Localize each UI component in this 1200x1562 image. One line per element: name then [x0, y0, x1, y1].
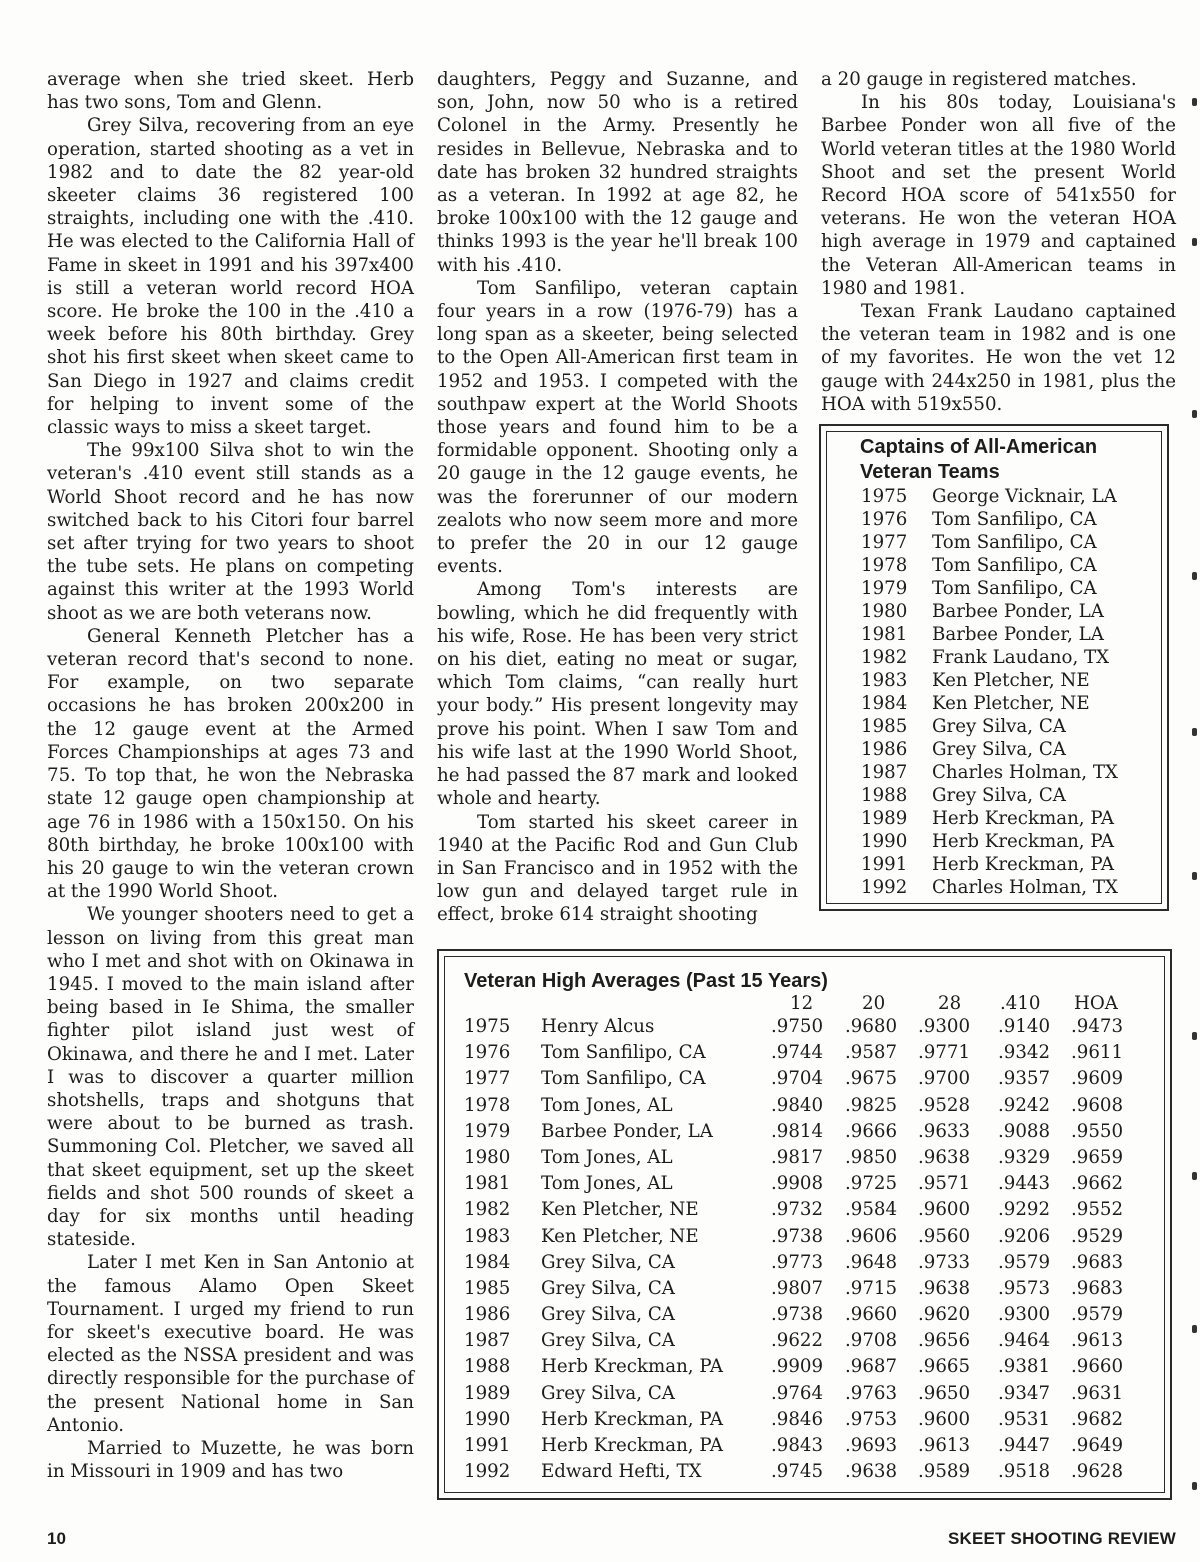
paragraph: We younger shooters need to get a lesson on living from this great man who I met and shot with on Okinawa in 1945. I moved to the main island after being based in Ie Shima, the smaller fighter pilot island just west of Okinawa, and there he and I met. Later I was to discover a quarter million shotshells, traps and shotguns that were about to be burned as trash. Summoning Col. Pletcher, we saved all that skeet equipment, set up the skeet fields and shot 500 rounds of skeet a day for six months until heading stateside.: [47, 904, 414, 1251]
name-cell: Grey Silva, CA: [541, 1330, 675, 1352]
avg-28-cell: .9620: [918, 1304, 971, 1326]
captain-year: 1977: [861, 532, 908, 553]
table-row: [464, 1093, 1164, 1119]
avg-28-cell: .9656: [918, 1330, 971, 1352]
avg-hoa-cell: .9662: [1071, 1173, 1124, 1195]
captain-year: 1984: [861, 693, 908, 714]
header-20-gauge: 20: [862, 993, 886, 1014]
scan-mark: [1192, 1325, 1197, 1333]
captain-name: Grey Silva, CA: [932, 716, 1066, 737]
avg-20-cell: .9763: [845, 1382, 898, 1404]
avg-410-cell: .9329: [998, 1146, 1051, 1168]
captain-name: Charles Holman, TX: [932, 877, 1118, 898]
name-cell: Tom Jones, AL: [541, 1146, 673, 1168]
name-cell: Edward Hefti, TX: [541, 1461, 702, 1483]
avg-hoa-cell: .9552: [1071, 1199, 1124, 1221]
avg-410-cell: .9518: [998, 1461, 1051, 1483]
avg-12-cell: .9814: [771, 1120, 824, 1142]
captain-year: 1989: [861, 808, 908, 829]
article-column-3: [821, 68, 1176, 416]
captain-name: Tom Sanfilipo, CA: [932, 578, 1097, 599]
table-row: [464, 1224, 1164, 1250]
avg-20-cell: .9606: [845, 1225, 898, 1247]
avg-410-cell: .9088: [998, 1120, 1051, 1142]
table-row: [464, 1328, 1164, 1354]
avg-410-cell: .9206: [998, 1225, 1051, 1247]
avg-28-cell: .9665: [918, 1356, 971, 1378]
avg-20-cell: .9825: [845, 1094, 898, 1116]
name-cell: Herb Kreckman, PA: [541, 1408, 724, 1430]
captain-name: Charles Holman, TX: [932, 762, 1118, 783]
avg-28-cell: .9589: [918, 1461, 971, 1483]
captain-year: 1992: [861, 877, 908, 898]
table-row: [464, 1276, 1164, 1302]
name-cell: Henry Alcus: [541, 1016, 655, 1037]
name-cell: Herb Kreckman, PA: [541, 1356, 724, 1378]
paragraph: Tom started his skeet career in 1940 at the Pacific Rod and Gun Club in San Francisco and in 1952 with the low gun and delayed target rule in effect, broke 614 straight shooting: [437, 811, 798, 926]
article-column-1: [47, 68, 414, 1483]
table-row: [464, 1145, 1164, 1171]
name-cell: Ken Pletcher, NE: [541, 1225, 699, 1247]
table-row: [464, 1171, 1164, 1197]
captains-list: [861, 485, 1161, 899]
table-row: [464, 1381, 1164, 1407]
captain-year: 1985: [861, 716, 908, 737]
avg-12-cell: .9764: [771, 1382, 824, 1404]
table-row: [464, 1119, 1164, 1145]
avg-hoa-cell: .9579: [1071, 1304, 1124, 1326]
captain-name: Ken Pletcher, NE: [932, 670, 1090, 691]
avg-hoa-cell: .9473: [1071, 1016, 1124, 1037]
avg-hoa-cell: .9649: [1071, 1435, 1124, 1456]
table-row: [464, 1250, 1164, 1276]
avg-hoa-cell: .9631: [1071, 1382, 1124, 1404]
avg-12-cell: .9732: [771, 1199, 824, 1221]
captain-row: [861, 738, 1161, 761]
avg-28-cell: .9700: [918, 1068, 971, 1090]
page-number: 10: [47, 1529, 66, 1548]
magazine-name: SKEET SHOOTING REVIEW: [947, 1529, 1176, 1548]
captain-row: [861, 807, 1161, 830]
scan-mark: [1192, 1172, 1197, 1180]
captain-name: Grey Silva, CA: [932, 785, 1066, 806]
avg-410-cell: .9357: [998, 1068, 1051, 1090]
paragraph: Grey Silva, recovering from an eye operation, started shooting as a vet in 1982 and to date the 82 year-old skeeter claims 36 registered 100 straights, including one with the .410. He was elected to the California Hall of Fame in skeet in 1991 and his 397x400 is still a veteran world record HOA score. He broke the 100 in the .410 a week before his 80th birthday. Grey shot his first skeet when skeet came to San Diego in 1927 and claims credit for helping to invent some of the classic ways to miss a skeet target.: [47, 115, 414, 439]
captain-row: [861, 646, 1161, 669]
year-cell: 1979: [464, 1120, 511, 1142]
avg-20-cell: .9648: [845, 1251, 898, 1273]
avg-410-cell: .9347: [998, 1382, 1051, 1404]
table-row: [464, 1433, 1164, 1459]
avg-410-cell: .9242: [998, 1094, 1051, 1116]
scan-mark: [1192, 410, 1197, 418]
avg-28-cell: .9560: [918, 1225, 971, 1247]
avg-12-cell: .9745: [771, 1461, 824, 1483]
name-cell: Grey Silva, CA: [541, 1251, 675, 1273]
captain-year: 1981: [861, 624, 908, 645]
avg-20-cell: .9687: [845, 1356, 898, 1378]
name-cell: Barbee Ponder, LA: [541, 1120, 713, 1142]
avg-hoa-cell: .9611: [1071, 1042, 1124, 1064]
table-row: [464, 1459, 1164, 1485]
averages-title: Veteran High Averages (Past 15 Years): [464, 970, 828, 992]
captain-name: Grey Silva, CA: [932, 739, 1066, 760]
avg-20-cell: .9660: [845, 1304, 898, 1326]
captain-row: [861, 623, 1161, 646]
table-row: [464, 1354, 1164, 1380]
year-cell: 1980: [464, 1146, 511, 1168]
avg-hoa-cell: .9628: [1071, 1461, 1124, 1483]
avg-20-cell: .9584: [845, 1199, 898, 1221]
avg-28-cell: .9300: [918, 1016, 971, 1037]
avg-20-cell: .9715: [845, 1277, 898, 1299]
captain-row: [861, 554, 1161, 577]
table-header-row: [464, 992, 1164, 1014]
captain-row: [861, 531, 1161, 554]
year-cell: 1982: [464, 1199, 511, 1221]
avg-410-cell: .9531: [998, 1408, 1051, 1430]
table-row: [464, 1040, 1164, 1066]
avg-28-cell: .9528: [918, 1094, 971, 1116]
paragraph: Texan Frank Laudano captained the veteran team in 1982 and is one of my favorites. He won the vet 12 gauge with 244x250 in 1981, plus the HOA with 519x550.: [821, 301, 1176, 415]
avg-12-cell: .9738: [771, 1225, 824, 1247]
captain-row: [861, 830, 1161, 853]
captain-year: 1978: [861, 555, 908, 576]
captain-name: Barbee Ponder, LA: [932, 624, 1104, 645]
year-cell: 1984: [464, 1251, 511, 1273]
name-cell: Tom Jones, AL: [541, 1173, 673, 1195]
paragraph: Among Tom's interests are bowling, which he did frequently with his wife, Rose. He has been very strict on his diet, eating no meat or sugar, which Tom claims, “can really hurt your body.” His present longevity may prove his point. When I saw Tom and his wife last at the 1990 World Shoot, he had passed the 87 mark and looked whole and hearty.: [437, 579, 798, 810]
avg-12-cell: .9622: [771, 1330, 824, 1352]
scan-mark: [1192, 238, 1197, 246]
captain-row: [861, 508, 1161, 531]
avg-20-cell: .9753: [845, 1408, 898, 1430]
scan-mark: [1192, 572, 1197, 580]
table-row: [464, 1066, 1164, 1092]
avg-12-cell: .9817: [771, 1146, 824, 1168]
averages-table-box: [437, 949, 1172, 1500]
captain-name: Ken Pletcher, NE: [932, 693, 1090, 714]
avg-12-cell: .9744: [771, 1042, 824, 1064]
captains-sidebar-box: [819, 424, 1169, 911]
avg-hoa-cell: .9660: [1071, 1356, 1124, 1378]
avg-hoa-cell: .9608: [1071, 1094, 1124, 1116]
avg-28-cell: .9600: [918, 1199, 971, 1221]
avg-20-cell: .9666: [845, 1120, 898, 1142]
captain-row: [861, 577, 1161, 600]
year-cell: 1986: [464, 1304, 511, 1326]
captain-name: Herb Kreckman, PA: [932, 854, 1115, 875]
year-cell: 1990: [464, 1408, 511, 1430]
header-410-gauge: .410: [1000, 993, 1041, 1014]
scan-mark: [1192, 1032, 1197, 1040]
year-cell: 1992: [464, 1461, 511, 1483]
table-row: [464, 1302, 1164, 1328]
avg-12-cell: .9908: [771, 1173, 824, 1195]
name-cell: Herb Kreckman, PA: [541, 1435, 724, 1456]
avg-12-cell: .9773: [771, 1251, 824, 1273]
scan-mark: [1192, 872, 1197, 880]
captain-name: Barbee Ponder, LA: [932, 601, 1104, 622]
avg-28-cell: .9638: [918, 1277, 971, 1299]
captain-year: 1980: [861, 601, 908, 622]
name-cell: Tom Jones, AL: [541, 1094, 673, 1116]
avg-12-cell: .9750: [771, 1016, 824, 1037]
avg-28-cell: .9633: [918, 1120, 971, 1142]
header-hoa: HOA: [1074, 993, 1118, 1014]
avg-20-cell: .9587: [845, 1042, 898, 1064]
year-cell: 1975: [464, 1016, 511, 1037]
captain-name: Frank Laudano, TX: [932, 647, 1110, 668]
avg-20-cell: .9680: [845, 1016, 898, 1037]
avg-410-cell: .9140: [998, 1016, 1051, 1037]
name-cell: Ken Pletcher, NE: [541, 1199, 699, 1221]
avg-hoa-cell: .9609: [1071, 1068, 1124, 1090]
captain-name: Tom Sanfilipo, CA: [932, 509, 1097, 530]
paragraph: daughters, Peggy and Suzanne, and son, John, now 50 who is a retired Colonel in the Army. Presently he resides in Bellevue, Nebraska and to date has broken 32 hundred straights as a veteran. In 1992 at age 82, he broke 100x100 with the 12 gauge and thinks 1993 is the year he'll break 100 with his .410.: [437, 69, 798, 276]
header-12-gauge: 12: [790, 993, 814, 1014]
avg-hoa-cell: .9683: [1071, 1277, 1124, 1299]
captain-name: Herb Kreckman, PA: [932, 808, 1115, 829]
averages-table: [464, 992, 1164, 1485]
captain-year: 1979: [861, 578, 908, 599]
avg-410-cell: .9300: [998, 1304, 1051, 1326]
avg-28-cell: .9613: [918, 1435, 971, 1456]
table-row: [464, 1197, 1164, 1223]
avg-28-cell: .9650: [918, 1382, 971, 1404]
scan-mark: [1192, 1482, 1197, 1490]
captain-name: George Vicknair, LA: [932, 486, 1117, 507]
avg-hoa-cell: .9550: [1071, 1120, 1124, 1142]
avg-410-cell: .9579: [998, 1251, 1051, 1273]
captain-year: 1991: [861, 854, 908, 875]
captain-row: [861, 669, 1161, 692]
captain-year: 1988: [861, 785, 908, 806]
paragraph: Later I met Ken in San Antonio at the famous Alamo Open Skeet Tournament. I urged my friend to run for skeet's executive board. He was elected as the NSSA president and was directly responsible for the purchase of the present National home in San Antonio.: [47, 1252, 414, 1436]
captain-year: 1975: [861, 486, 908, 507]
year-cell: 1981: [464, 1173, 511, 1195]
avg-20-cell: .9708: [845, 1330, 898, 1352]
captain-row: [861, 692, 1161, 715]
header-28-gauge: 28: [938, 993, 962, 1014]
avg-28-cell: .9600: [918, 1408, 971, 1430]
year-cell: 1978: [464, 1094, 511, 1116]
avg-410-cell: .9464: [998, 1330, 1051, 1352]
captain-year: 1990: [861, 831, 908, 852]
year-cell: 1983: [464, 1225, 511, 1247]
avg-20-cell: .9675: [845, 1068, 898, 1090]
name-cell: Tom Sanfilipo, CA: [541, 1068, 706, 1090]
avg-hoa-cell: .9683: [1071, 1251, 1124, 1273]
captain-row: [861, 600, 1161, 623]
captain-year: 1986: [861, 739, 908, 760]
name-cell: Grey Silva, CA: [541, 1304, 675, 1326]
avg-410-cell: .9292: [998, 1199, 1051, 1221]
avg-12-cell: .9807: [771, 1277, 824, 1299]
year-cell: 1976: [464, 1042, 511, 1064]
year-cell: 1988: [464, 1356, 511, 1378]
name-cell: Tom Sanfilipo, CA: [541, 1042, 706, 1064]
captain-year: 1976: [861, 509, 908, 530]
avg-410-cell: .9381: [998, 1356, 1051, 1378]
avg-20-cell: .9850: [845, 1146, 898, 1168]
avg-12-cell: .9738: [771, 1304, 824, 1326]
year-cell: 1985: [464, 1277, 511, 1299]
avg-410-cell: .9443: [998, 1173, 1051, 1195]
captain-year: 1987: [861, 762, 908, 783]
captain-name: Tom Sanfilipo, CA: [932, 532, 1097, 553]
avg-28-cell: .9638: [918, 1146, 971, 1168]
avg-410-cell: .9447: [998, 1435, 1051, 1456]
avg-410-cell: .9573: [998, 1277, 1051, 1299]
captain-row: [861, 485, 1161, 508]
avg-hoa-cell: .9659: [1071, 1146, 1124, 1168]
table-body: [464, 1014, 1164, 1485]
year-cell: 1977: [464, 1068, 511, 1090]
avg-20-cell: .9638: [845, 1461, 898, 1483]
year-cell: 1991: [464, 1435, 511, 1456]
article-column-2: [437, 68, 798, 927]
captain-row: [861, 853, 1161, 876]
captains-title: Captains of All-American Veteran Teams: [860, 436, 1098, 483]
year-cell: 1987: [464, 1330, 511, 1352]
avg-12-cell: .9846: [771, 1408, 824, 1430]
avg-hoa-cell: .9529: [1071, 1225, 1124, 1247]
paragraph: Tom Sanfilipo, veteran captain four years in a row (1976-79) has a long span as a skeeter, being selected to the Open All-American first team in 1952 and 1953. I competed with the southpaw expert at the World Shoots those years and found him to be a formidable opponent. Shooting only a 20 gauge in the 12 gauge events, he was the forerunner of our modern zealots who now seem more and more to prefer the 20 in our 12 gauge events.: [437, 277, 798, 578]
paragraph: Married to Muzette, he was born in Missouri in 1909 and has two: [47, 1437, 414, 1483]
avg-20-cell: .9725: [845, 1173, 898, 1195]
captain-row: [861, 715, 1161, 738]
avg-28-cell: .9571: [918, 1173, 971, 1195]
avg-12-cell: .9840: [771, 1094, 824, 1116]
avg-28-cell: .9771: [918, 1042, 971, 1064]
avg-12-cell: .9843: [771, 1435, 824, 1456]
avg-12-cell: .9704: [771, 1068, 824, 1090]
table-row: [464, 1014, 1164, 1040]
paragraph: average when she tried skeet. Herb has two sons, Tom and Glenn.: [47, 69, 414, 114]
avg-410-cell: .9342: [998, 1042, 1051, 1064]
avg-20-cell: .9693: [845, 1435, 898, 1456]
captain-row: [861, 784, 1161, 807]
avg-hoa-cell: .9682: [1071, 1408, 1124, 1430]
paragraph: General Kenneth Pletcher has a veteran record that's second to none. For example, on two separate occasions he has broken 200x200 in the 12 gauge event at the Armed Forces Championships at ages 73 and 75. To top that, he won the Nebraska state 12 gauge open championship at age 76 in 1986 with a 150x150. On his 80th birthday, he broke 100x100 with his 20 gauge to win the veteran crown at the 1990 World Shoot.: [47, 625, 414, 903]
captain-row: [861, 876, 1161, 899]
paragraph: The 99x100 Silva shot to win the veteran's .410 event still stands as a World Shoot record and he has now switched back to his Citori four barrel set after trying for two years to shoot the tube sets. He plans on competing against this writer at the 1993 World shoot as we are both veterans now.: [47, 440, 414, 624]
captain-name: Herb Kreckman, PA: [932, 831, 1115, 852]
avg-12-cell: .9909: [771, 1356, 824, 1378]
scan-mark: [1192, 98, 1197, 106]
table-row: [464, 1407, 1164, 1433]
name-cell: Grey Silva, CA: [541, 1382, 675, 1404]
paragraph: a 20 gauge in registered matches.: [821, 69, 1137, 90]
captain-row: [861, 761, 1161, 784]
avg-28-cell: .9733: [918, 1251, 971, 1273]
name-cell: Grey Silva, CA: [541, 1277, 675, 1299]
paragraph: In his 80s today, Louisiana's Barbee Ponder won all five of the World veteran titles at the 1980 World Shoot and set the present World Record HOA score of 541x550 for veterans. He won the veteran HOA high average in 1979 and captained the Veteran All-American teams in 1980 and 1981.: [821, 92, 1176, 299]
avg-hoa-cell: .9613: [1071, 1330, 1124, 1352]
year-cell: 1989: [464, 1382, 511, 1404]
captain-year: 1983: [861, 670, 908, 691]
captain-name: Tom Sanfilipo, CA: [932, 555, 1097, 576]
scan-mark: [1192, 728, 1197, 736]
captain-year: 1982: [861, 647, 908, 668]
